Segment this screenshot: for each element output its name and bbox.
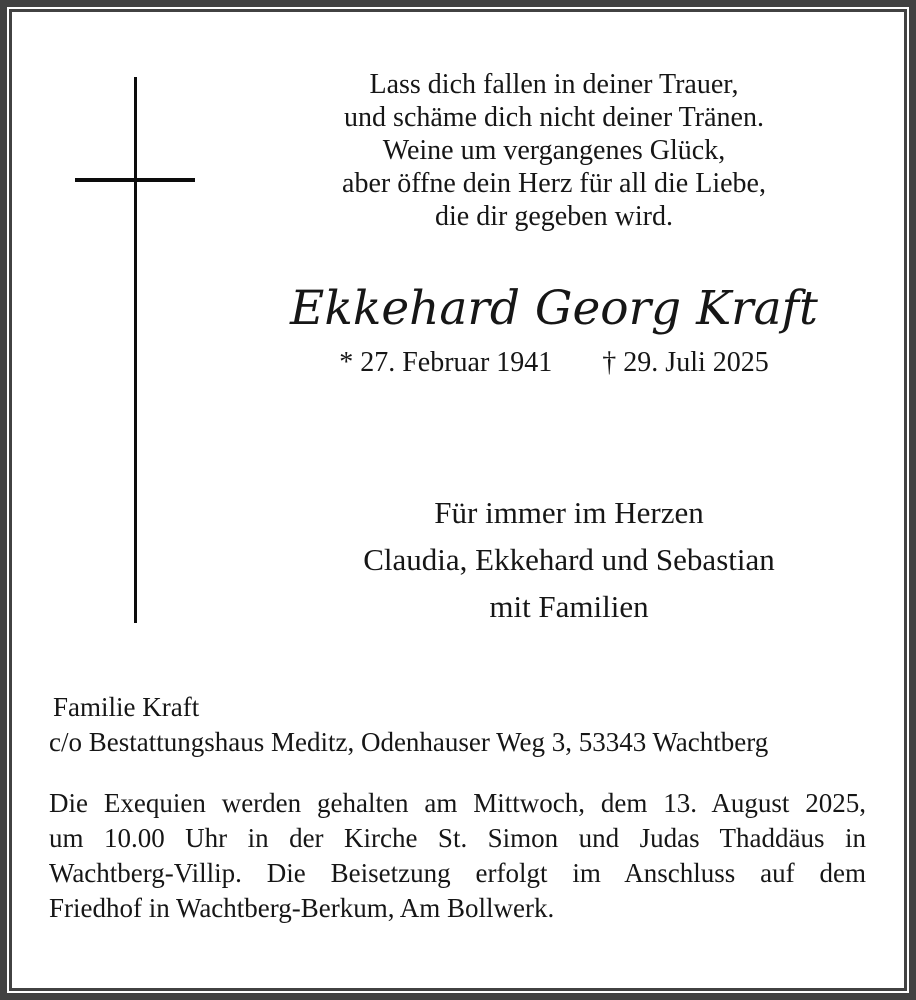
funeral-details-line: um 10.00 Uhr in der Kirche St. Simon und Judas Thaddäus in (49, 823, 866, 853)
funeral-details-line: Die Exequien werden gehalten am Mittwoch, dem 13. August 2025, (49, 788, 866, 818)
cross-horizontal-line (75, 178, 195, 182)
funeral-home-address: c/o Bestattungshaus Meditz, Odenhauser Weg 3, 53343 Wachtberg (49, 727, 769, 757)
poem-line: Weine um vergangenes Glück, (382, 135, 726, 166)
life-dates (196, 346, 912, 380)
funeral-details (49, 786, 866, 926)
remembrance-line: mit Familien (489, 589, 649, 624)
remembrance-line: Claudia, Ekkehard und Sebastian (363, 542, 775, 577)
funeral-details-line: Friedhof in Wachtberg-Berkum, Am Bollwerk. (49, 893, 555, 923)
cross-vertical-line (134, 77, 137, 623)
funeral-details-line: Wachtberg-Villip. Die Beisetzung erfolgt im Anschluss auf dem (49, 858, 866, 888)
birth-date: * 27. Februar 1941 (339, 347, 553, 378)
mourners-block (49, 690, 870, 760)
remembrance-line: Für immer im Herzen (434, 495, 704, 530)
poem-line: und schäme dich nicht deiner Tränen. (344, 102, 764, 133)
deceased-name: Ekkehard Georg Kraft (290, 281, 818, 336)
poem-line: aber öffne dein Herz für all die Liebe, (342, 168, 766, 199)
remembrance-block (222, 489, 916, 630)
poem-line: die dir gegeben wird. (435, 201, 673, 232)
family-name: Familie Kraft (53, 692, 200, 722)
condolence-poem (196, 68, 912, 233)
poem-line: Lass dich fallen in deiner Trauer, (369, 69, 739, 100)
death-date: † 29. Juli 2025 (602, 347, 769, 378)
